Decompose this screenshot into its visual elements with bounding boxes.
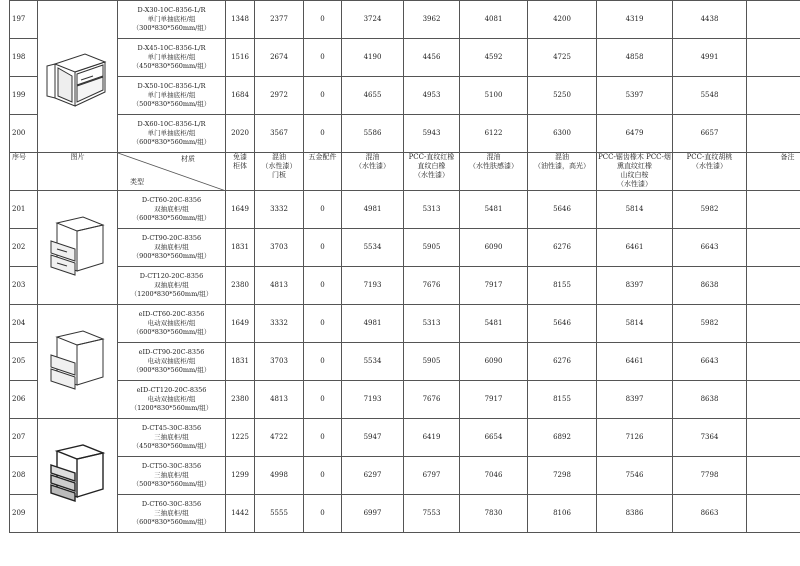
price-cell: 5646 (528, 191, 597, 229)
price-cell: 4998 (255, 457, 304, 495)
price-cell: 4981 (342, 191, 404, 229)
model-description: D-CT60-30C-8356 三抽底柜/组 （600*830*560mm/组） (118, 495, 226, 533)
price-cell: 5947 (342, 419, 404, 457)
price-cell: 5905 (404, 229, 460, 267)
product-image-cell (38, 419, 118, 533)
price-cell: 1831 (226, 229, 255, 267)
price-cell: 6997 (342, 495, 404, 533)
price-cell: 1225 (226, 419, 255, 457)
price-cell: 4190 (342, 39, 404, 77)
table-row (10, 343, 800, 381)
row-number: 208 (10, 457, 38, 495)
price-cell: 8397 (597, 381, 673, 419)
price-cell: 0 (304, 191, 342, 229)
price-cell: 5555 (255, 495, 304, 533)
price-cell: 4319 (597, 1, 673, 39)
price-cell: 6297 (342, 457, 404, 495)
price-cell: 5982 (673, 191, 747, 229)
price-cell: 5397 (597, 77, 673, 115)
price-cell: 1442 (226, 495, 255, 533)
price-cell: 5814 (597, 191, 673, 229)
model-description: D-CT50-30C-8356 三抽底柜/组 （500*830*560mm/组） (118, 457, 226, 495)
price-cell: 1299 (226, 457, 255, 495)
price-cell: 2972 (255, 77, 304, 115)
header-material: 材质 (181, 155, 195, 163)
price-cell: 4592 (460, 39, 528, 77)
header-picture: 图片 (38, 153, 118, 191)
price-cell: 3703 (255, 343, 304, 381)
price-cell: 5905 (404, 343, 460, 381)
price-cell: 5586 (342, 115, 404, 153)
price-cell: 0 (304, 229, 342, 267)
model-description: eID-CT90-20C-8356 电动双抽底柜/组 （900*830*560mm/组） (118, 343, 226, 381)
header-row (10, 153, 800, 191)
row-number: 199 (10, 77, 38, 115)
price-cell: 0 (304, 343, 342, 381)
price-cell: 5814 (597, 305, 673, 343)
table-row (10, 1, 800, 39)
header-c6: 混油 （水性肤感漆） (460, 153, 528, 191)
price-cell: 4953 (404, 77, 460, 115)
price-cell: 7126 (597, 419, 673, 457)
price-cell: 8397 (597, 267, 673, 305)
price-cell: 3962 (404, 1, 460, 39)
price-cell: 7046 (460, 457, 528, 495)
price-cell: 7798 (673, 457, 747, 495)
price-cell: 2380 (226, 267, 255, 305)
model-description: D-CT45-30C-8356 三抽底柜/组 （450*830*560mm/组） (118, 419, 226, 457)
remark-cell (747, 115, 800, 153)
row-number: 202 (10, 229, 38, 267)
header-material-category (118, 153, 226, 191)
price-cell: 8638 (673, 381, 747, 419)
model-description: D-X45-10C-8356-L/R 单门单抽底柜/组 （450*830*560mm/组） (118, 39, 226, 77)
price-cell: 7917 (460, 267, 528, 305)
row-number: 206 (10, 381, 38, 419)
price-cell: 2674 (255, 39, 304, 77)
row-number: 204 (10, 305, 38, 343)
row-number: 198 (10, 39, 38, 77)
model-description: D-CT120-20C-8356 双抽底柜/组 （1200*830*560mm/组） (118, 267, 226, 305)
header-c3: 五金配件 (304, 153, 342, 191)
remark-cell (747, 457, 800, 495)
price-cell: 7553 (404, 495, 460, 533)
row-number: 207 (10, 419, 38, 457)
row-number: 205 (10, 343, 38, 381)
table-row (10, 229, 800, 267)
model-description: D-X50-10C-8356-L/R 单门单抽底柜/组 （500*830*560mm/组） (118, 77, 226, 115)
price-cell: 1649 (226, 191, 255, 229)
price-cell: 3703 (255, 229, 304, 267)
remark-cell (747, 419, 800, 457)
price-cell: 2020 (226, 115, 255, 153)
model-description: D-X60-10C-8356-L/R 单门单抽底柜/组 （600*830*560mm/组） (118, 115, 226, 153)
price-cell: 4438 (673, 1, 747, 39)
price-cell: 2377 (255, 1, 304, 39)
price-cell: 8386 (597, 495, 673, 533)
price-cell: 0 (304, 457, 342, 495)
price-cell: 3332 (255, 191, 304, 229)
price-cell: 7676 (404, 267, 460, 305)
price-cell: 6090 (460, 229, 528, 267)
price-cell: 6276 (528, 229, 597, 267)
table-row (10, 267, 800, 305)
table-row (10, 305, 800, 343)
remark-cell (747, 381, 800, 419)
price-cell: 7193 (342, 381, 404, 419)
price-cell: 0 (304, 495, 342, 533)
price-cell: 6654 (460, 419, 528, 457)
price-cell: 5481 (460, 305, 528, 343)
single-door-drawer-cabinet-image (41, 40, 115, 110)
header-c1: 免漆 柜体 (226, 153, 255, 191)
price-cell: 0 (304, 305, 342, 343)
remark-cell (747, 495, 800, 533)
table-row (10, 495, 800, 533)
header-c7: 混油 （油性漆，高光） (528, 153, 597, 191)
remark-cell (747, 305, 800, 343)
price-cell: 5534 (342, 343, 404, 381)
price-cell: 4858 (597, 39, 673, 77)
price-cell: 5943 (404, 115, 460, 153)
row-number: 200 (10, 115, 38, 153)
price-cell: 6479 (597, 115, 673, 153)
price-cell: 4813 (255, 267, 304, 305)
price-cell: 3724 (342, 1, 404, 39)
price-cell: 4813 (255, 381, 304, 419)
price-cell: 5313 (404, 305, 460, 343)
price-cell: 6797 (404, 457, 460, 495)
price-cell: 1649 (226, 305, 255, 343)
header-c2: 混油 （水性漆） 门板 (255, 153, 304, 191)
price-cell: 6461 (597, 229, 673, 267)
price-cell: 0 (304, 77, 342, 115)
model-description: D-CT90-20C-8356 双抽底柜/组 （900*830*560mm/组） (118, 229, 226, 267)
price-cell: 7193 (342, 267, 404, 305)
price-cell: 5313 (404, 191, 460, 229)
price-cell: 2380 (226, 381, 255, 419)
price-cell: 0 (304, 419, 342, 457)
price-cell: 6892 (528, 419, 597, 457)
price-cell: 4200 (528, 1, 597, 39)
price-cell: 4722 (255, 419, 304, 457)
price-cell: 0 (304, 381, 342, 419)
table-row (10, 191, 800, 229)
price-cell: 5646 (528, 305, 597, 343)
header-c5: PCC-直纹红橡 直纹白橡 （水性漆） (404, 153, 460, 191)
table-row (10, 39, 800, 77)
price-cell: 8638 (673, 267, 747, 305)
remark-cell (747, 343, 800, 381)
price-cell: 5548 (673, 77, 747, 115)
price-cell: 7546 (597, 457, 673, 495)
table-row (10, 77, 800, 115)
price-cell: 7830 (460, 495, 528, 533)
remark-cell (747, 77, 800, 115)
remark-cell (747, 39, 800, 77)
model-description: eID-CT120-20C-8356 电动双抽底柜/组 （1200*830*560mm/组） (118, 381, 226, 419)
price-cell: 6643 (673, 343, 747, 381)
price-cell: 5100 (460, 77, 528, 115)
price-cell: 4725 (528, 39, 597, 77)
price-cell: 1348 (226, 1, 255, 39)
price-cell: 3332 (255, 305, 304, 343)
table-row (10, 419, 800, 457)
price-cell: 6122 (460, 115, 528, 153)
price-cell: 1831 (226, 343, 255, 381)
price-cell: 4456 (404, 39, 460, 77)
price-cell: 6276 (528, 343, 597, 381)
price-cell: 4081 (460, 1, 528, 39)
row-number: 201 (10, 191, 38, 229)
price-cell: 5481 (460, 191, 528, 229)
price-cell: 5982 (673, 305, 747, 343)
electric-double-drawer-cabinet-image (45, 327, 111, 393)
remark-cell (747, 1, 800, 39)
model-description: D-X30-10C-8356-L/R 单门单抽底柜/组 （300*830*560mm/组） (118, 1, 226, 39)
price-cell: 0 (304, 267, 342, 305)
price-cell: 6643 (673, 229, 747, 267)
product-image-cell (38, 1, 118, 153)
remark-cell (747, 229, 800, 267)
price-cell: 5534 (342, 229, 404, 267)
double-drawer-cabinet-image (45, 213, 111, 279)
price-cell: 8106 (528, 495, 597, 533)
price-cell: 6419 (404, 419, 460, 457)
model-description: eID-CT60-20C-8356 电动双抽底柜/组 （600*830*560mm/组） (118, 305, 226, 343)
price-cell: 0 (304, 39, 342, 77)
price-table (9, 0, 800, 533)
price-cell: 6090 (460, 343, 528, 381)
price-cell: 8155 (528, 267, 597, 305)
price-cell: 3567 (255, 115, 304, 153)
remark-cell (747, 191, 800, 229)
price-cell: 8663 (673, 495, 747, 533)
row-number: 209 (10, 495, 38, 533)
header-c10: 备注 (747, 153, 800, 191)
table-row (10, 115, 800, 153)
header-c9: PCC-直纹胡桃 （水性漆） (673, 153, 747, 191)
price-cell: 7298 (528, 457, 597, 495)
price-cell: 4655 (342, 77, 404, 115)
product-image-cell (38, 191, 118, 305)
price-cell: 1684 (226, 77, 255, 115)
price-cell: 7364 (673, 419, 747, 457)
triple-drawer-cabinet-image (45, 443, 111, 505)
header-category: 类型 (130, 178, 144, 186)
header-no: 序号 (10, 153, 38, 191)
price-cell: 8155 (528, 381, 597, 419)
price-cell: 1516 (226, 39, 255, 77)
price-cell: 0 (304, 1, 342, 39)
price-cell: 6657 (673, 115, 747, 153)
header-c4: 混油 （水性漆） (342, 153, 404, 191)
price-cell: 5250 (528, 77, 597, 115)
price-cell: 7917 (460, 381, 528, 419)
model-description: D-CT60-20C-8356 双抽底柜/组 （600*830*560mm/组） (118, 191, 226, 229)
price-cell: 4981 (342, 305, 404, 343)
row-number: 203 (10, 267, 38, 305)
price-cell: 7676 (404, 381, 460, 419)
product-image-cell (38, 305, 118, 419)
header-c8: PCC-锯齿橡木 PCC-烟 熏直纹红橡 山纹白桉 （水性漆） (597, 153, 673, 191)
table-row (10, 457, 800, 495)
table-row (10, 381, 800, 419)
price-cell: 0 (304, 115, 342, 153)
price-cell: 6300 (528, 115, 597, 153)
row-number: 197 (10, 1, 38, 39)
price-cell: 4991 (673, 39, 747, 77)
price-cell: 6461 (597, 343, 673, 381)
remark-cell (747, 267, 800, 305)
